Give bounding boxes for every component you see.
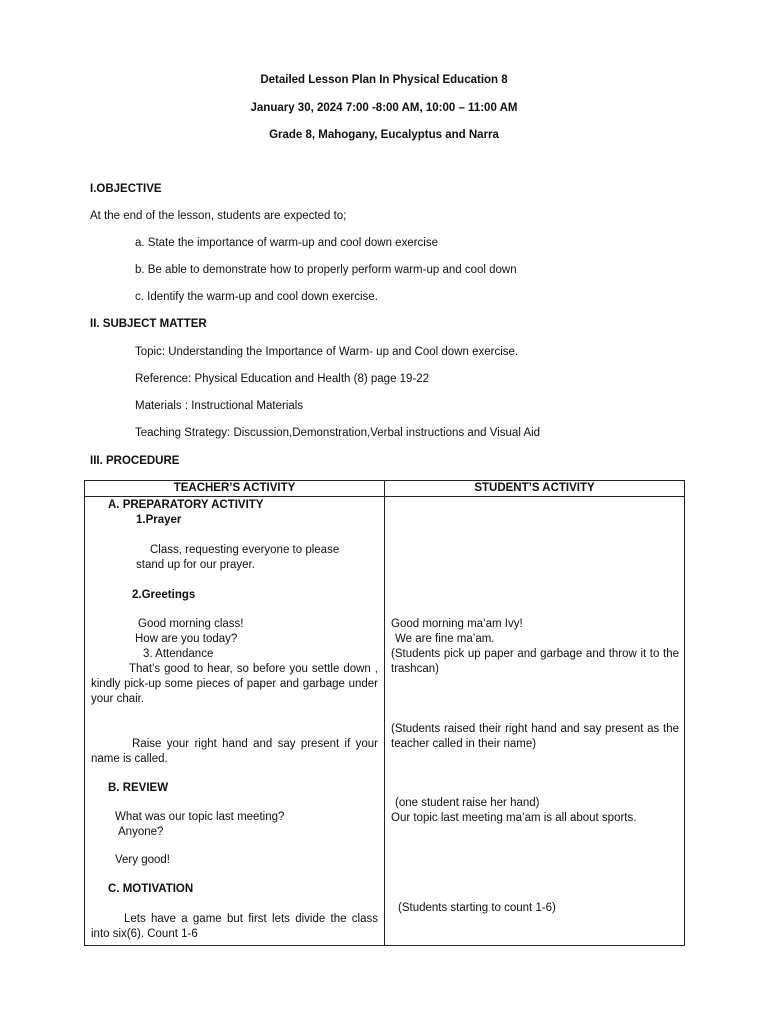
motivation-text: Lets have a game but first lets divide the class into six(6). Count 1-6 — [91, 913, 378, 940]
sections-line: Grade 8, Mahogany, Eucalyptus and Narra — [269, 129, 499, 141]
procedure-table — [84, 480, 685, 946]
preparatory-heading: A. PREPARATORY ACTIVITY — [108, 499, 264, 511]
table-header-row — [85, 481, 685, 497]
objective-item-c: c. Identify the warm-up and cool down exercise. — [135, 291, 378, 303]
subject-materials: Materials : Instructional Materials — [135, 400, 304, 412]
motivation-heading: C. MOTIVATION — [108, 883, 194, 895]
review-question-1: What was our topic last meeting? — [115, 811, 285, 823]
student-raise-text: (Students raised their right hand and say present as the teacher called in their name) — [391, 723, 679, 750]
table-row — [85, 497, 685, 946]
objective-heading: I.OBJECTIVE — [90, 183, 162, 195]
teacher-column-header: TEACHER’S ACTIVITY — [85, 481, 385, 497]
student-count: (Students starting to count 1-6) — [398, 902, 556, 914]
subject-matter-heading: II. SUBJECT MATTER — [90, 318, 207, 330]
objective-item-a: a. State the importance of warm-up and cool down exercise — [135, 237, 438, 249]
subject-strategy: Teaching Strategy: Discussion,Demonstration,Verbal instructions and Visual Aid — [135, 427, 541, 439]
review-heading: B. REVIEW — [108, 782, 169, 794]
prayer-heading: 1.Prayer — [136, 514, 182, 526]
procedure-heading: III. PROCEDURE — [90, 455, 180, 467]
student-answer: Our topic last meeting ma’am is all about sports. — [391, 812, 637, 824]
document-title: Detailed Lesson Plan In Physical Education 8 — [260, 74, 508, 86]
objective-item-b: b. Be able to demonstrate how to properly perform warm-up and cool down — [135, 264, 517, 276]
prayer-text-2: stand up for our prayer. — [136, 559, 255, 571]
student-greet-2: We are fine ma’am. — [395, 633, 495, 645]
very-good-text: Very good! — [115, 854, 170, 866]
review-question-2: Anyone? — [118, 826, 164, 838]
greetings-heading: 2.Greetings — [132, 589, 196, 601]
student-activity-cell — [385, 497, 685, 946]
subject-reference: Reference: Physical Education and Health (8) page 19-22 — [135, 373, 430, 385]
prayer-text-1: Class, requesting everyone to please — [150, 544, 340, 556]
raise-hand-text: Raise your right hand and say present if your name is called. — [91, 738, 378, 765]
teacher-activity-cell — [85, 497, 385, 946]
student-raise-hand: (one student raise her hand) — [395, 797, 540, 809]
student-column-header: STUDENT’S ACTIVITY — [385, 481, 685, 497]
attendance-heading: 3. Attendance — [143, 648, 214, 660]
teacher-greet-1: Good morning class! — [138, 618, 244, 630]
objective-intro: At the end of the lesson, students are expected to; — [90, 210, 347, 222]
student-pickup-text: (Students pick up paper and garbage and throw it to the trashcan) — [391, 648, 679, 675]
subject-topic: Topic: Understanding the Importance of Warm- up and Cool down exercise. — [135, 346, 519, 358]
attendance-text: That’s good to hear, so before you settle down , kindly pick-up some pieces of paper and garbage under your chair. — [91, 663, 378, 705]
student-greet-1: Good morning ma’am Ivy! — [391, 618, 523, 630]
schedule-line: January 30, 2024 7:00 -8:00 AM, 10:00 – 11:00 AM — [250, 102, 518, 114]
teacher-greet-2: How are you today? — [135, 633, 238, 645]
